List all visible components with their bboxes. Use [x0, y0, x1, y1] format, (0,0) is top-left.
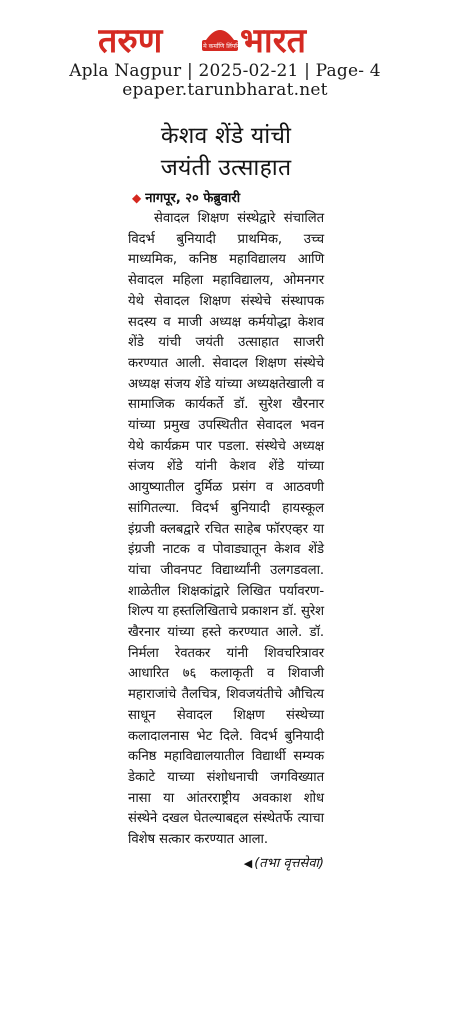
diamond-bullet-icon: ◆ [132, 191, 142, 205]
article-credit [128, 853, 324, 875]
edition-line: Apla Nagpur | 2025-02-21 | Page- 4 [69, 61, 381, 81]
svg-text:न मे कर्माणि लिंपन्ति: न मे कर्माणि लिंपन्ति [197, 43, 243, 50]
headline-line-1: केशव शेंडे यांची [160, 123, 292, 149]
newspaper-logo-graphic [98, 14, 352, 60]
dateline-text: नागपूर, २० फेब्रुवारी [145, 191, 241, 206]
headline-line-2: जयंती उत्साहात [160, 155, 292, 181]
site-url: epaper.tarunbharat.net [122, 80, 328, 100]
sun-emblem-icon [206, 30, 234, 40]
news-article [128, 120, 324, 875]
credit-text: (तभा वृत्तसेवा) [254, 855, 324, 871]
svg-text:तरुण: तरुण [98, 21, 163, 60]
article-headline [128, 120, 324, 184]
newspaper-logo [98, 14, 352, 60]
article-body: सेवादल शिक्षण संस्थेद्वारे संचालित विदर्भ बुनियादी प्राथमिक, उच्च माध्यमिक, कनिष्ठ महाविद्यालय आणि सेवादल महिला महाविद्यालय, ओमनगर येथे सेवादल शिक्षण संस्थेचे संस्थापक सदस्य व माजी अध्यक्ष कर्मयोद्धा केशव शेंडे यांची जयंती उत्साहात साजरी करण्यात आली. सेवादल शिक्षण संस्थेचे अध्यक्ष संजय शेंडे यांच्या अध्यक्षतेखाली व सामाजिक कार्यकर्ते डॉ. सुरेश खैरनार यांच्या प्रमुख उपस्थितीत सेवादल भवन येथे कार्यक्रम पार पडला. संस्थेचे अध्यक्ष संजय शेंडे यांनी केशव शेंडे यांच्या आयुष्यातील दुर्मिळ प्रसंग व आठवणी सांगितल्या. विदर्भ बुनियादी हायस्कूल इंग्रजी क्लबद्वारे रचित साहेब फॉरएव्हर या इंग्रजी नाटक व पोवाड्यातून केशव शेंडे यांचा जीवनपट विद्यार्थ्यांनी उलगडवला. शाळेतील शिक्षकांद्वारे लिखित पर्यावरण-शिल्प या हस्तलिखिताचे प्रकाशन डॉ. सुरेश खैरनार यांच्या हस्ते करण्यात आले. डॉ. निर्मला रेवतकर यांनी शिवचरित्रावर आधारित ७६ कलाकृती व शिवाजी महाराजांचे तैलचित्र, शिवजयंतीचे औचित्य साधून सेवादल शिक्षण संस्थेच्या कलादालनास भेट दिले. विदर्भ बुनियादी कनिष्ठ महाविद्यालयातील विद्यार्थी सम्यक डेकाटे याच्या संशोधनाची जगविख्यात नासा या आंतरराष्ट्रीय अवकाश शोध संस्थेने दखल घेतल्याबद्दल संस्थेतर्फे त्याचा विशेष सत्कार करण्यात आला. [128, 211, 324, 848]
svg-text:भारत: भारत [240, 21, 306, 60]
masthead [0, 0, 450, 108]
article-dateline [128, 188, 324, 209]
triangle-marker-icon: ◀ [243, 856, 253, 870]
